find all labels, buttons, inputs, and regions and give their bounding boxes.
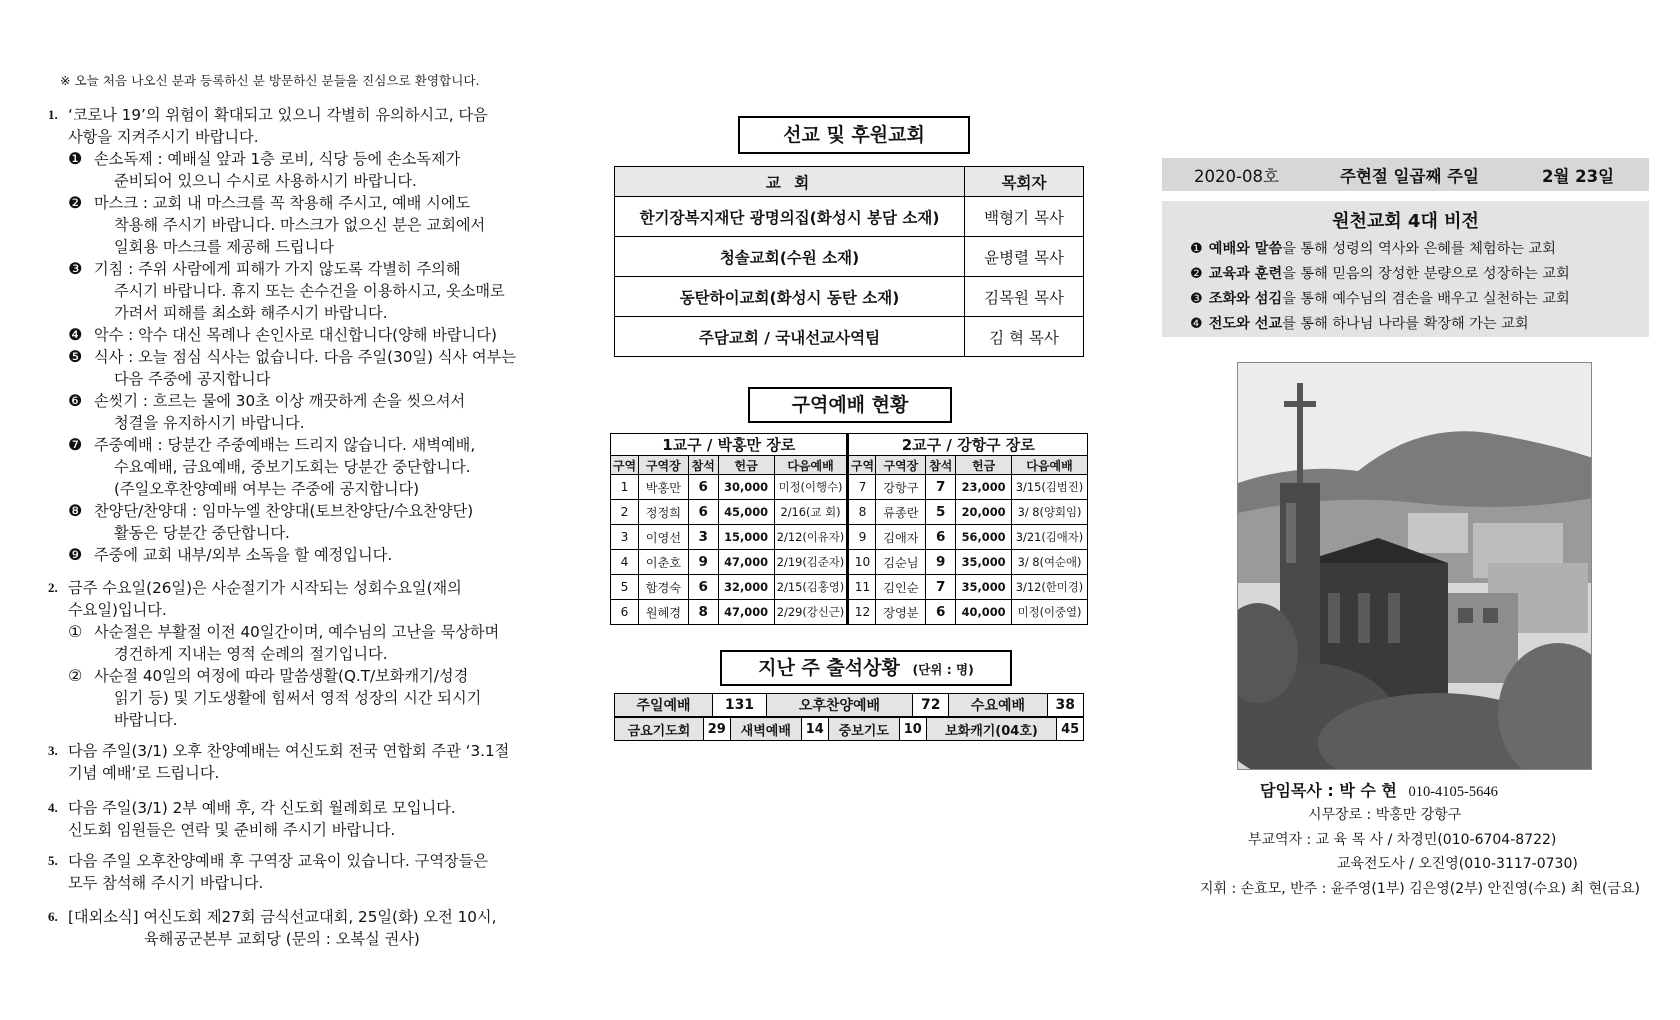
subitem-line: 활동은 당분간 중단합니다. — [114, 524, 290, 542]
subitem-text — [94, 665, 530, 731]
attendance-label: 금요기도회 — [615, 718, 704, 741]
district-cell: 미정(이중열) — [1012, 600, 1088, 625]
announcement-number: 2. — [48, 580, 58, 595]
vision-item — [1190, 312, 1649, 337]
district-cell: 56,000 — [956, 525, 1012, 550]
announcement-body — [68, 740, 530, 784]
vision-title: 원천교회 4대 비전 — [1332, 211, 1479, 232]
district-cell: 3/ 8(여순애) — [1012, 550, 1088, 575]
district-cell: 8 — [688, 600, 718, 625]
vision-text: 을 통해 성령의 역사와 은혜를 체험하는 교회 — [1282, 241, 1556, 257]
missions-header-church: 교 회 — [615, 167, 965, 197]
district-cell: 9 — [688, 550, 718, 575]
district-cell: 5 — [611, 575, 639, 600]
district-cell: 6 — [611, 600, 639, 625]
announcement-line: 모두 참석해 주시기 바랍니다. — [68, 874, 264, 892]
district-cell: 김순님 — [876, 550, 926, 575]
subitem-line: 마스크 : 교회 내 마스크를 꼭 착용해 주시고, 예배 시에도 — [94, 194, 471, 212]
district-cell: 12 — [848, 600, 876, 625]
church-photo — [1237, 362, 1592, 770]
attendance-label: 주일예배 — [615, 694, 713, 717]
district-header: 참석 — [688, 456, 718, 475]
announcement-line: 사항을 지켜주시기 바랍니다. — [68, 128, 259, 146]
subitem-line: 손씻기 : 흐르는 물에 30초 이상 깨끗하게 손을 씻으셔서 — [94, 392, 466, 410]
district-cell: 강항구 — [876, 475, 926, 500]
district-cell: 이춘호 — [638, 550, 688, 575]
subitem-marker: ❽ — [68, 501, 83, 520]
district-header: 다음예배 — [1012, 456, 1088, 475]
vision-item — [1190, 237, 1649, 262]
district-cell: 미정(이행수) — [774, 475, 848, 500]
district-cell: 9 — [848, 525, 876, 550]
district-cell: 2 — [611, 500, 639, 525]
mission-church: 한기장복지재단 광명의집(화성시 봉담 소재) — [615, 197, 965, 237]
subitem-marker: ❻ — [68, 391, 83, 410]
district-cell: 7 — [926, 475, 956, 500]
district-row — [611, 475, 1088, 500]
subitem-marker: ❺ — [68, 347, 83, 366]
district-cell: 9 — [926, 550, 956, 575]
attendance-value: 72 — [913, 694, 949, 717]
district-cell: 김애자 — [876, 525, 926, 550]
subitem-line: 일회용 마스크를 제공해 드립니다 — [114, 238, 334, 256]
district-cell: 3/21(김애자) — [1012, 525, 1088, 550]
district-header: 참석 — [926, 456, 956, 475]
mission-pastor: 김 혁 목사 — [965, 317, 1084, 357]
district-row — [611, 600, 1088, 625]
attendance-label: 중보기도 — [828, 718, 899, 741]
announcement-subitem — [68, 324, 530, 346]
subitem-text — [94, 324, 530, 346]
mission-church: 주담교회 / 국내선교사역팀 — [615, 317, 965, 357]
mission-row — [615, 317, 1084, 357]
senior-pastor-phone: 010-4105-5646 — [1408, 784, 1498, 800]
district-header: 다음예배 — [774, 456, 848, 475]
announcement-subitem — [68, 665, 530, 731]
attendance-label: 수요예배 — [949, 694, 1047, 717]
districts-title — [748, 387, 952, 423]
subitem-marker: ① — [68, 622, 83, 641]
subitem-text — [94, 500, 530, 544]
district-cell: 6 — [688, 575, 718, 600]
attendance-unit: (단위 : 명) — [912, 662, 974, 677]
subitem-text — [94, 544, 530, 566]
announcement-item — [48, 104, 530, 566]
attendance-table-2 — [614, 717, 1084, 741]
district-cell: 2/12(이유자) — [774, 525, 848, 550]
districts-title-text: 구역예배 현황 — [791, 394, 909, 416]
district-cell: 2/19(김준자) — [774, 550, 848, 575]
district-row — [611, 525, 1088, 550]
announcement-line: 다음 주일(3/1) 2부 예배 후, 각 신도회 월례회로 모입니다. — [68, 799, 456, 817]
missions-title-text: 선교 및 후원교회 — [783, 124, 925, 146]
district-group-1: 1교구 / 박홍만 장로 — [611, 434, 848, 456]
district-cell: 5 — [926, 500, 956, 525]
attendance-value: 14 — [801, 718, 828, 741]
senior-pastor: 담임목사 : 박 수 현 — [1260, 781, 1397, 800]
missions-header-pastor: 목회자 — [965, 167, 1084, 197]
district-cell: 40,000 — [956, 600, 1012, 625]
announcement-body — [68, 104, 530, 566]
district-cell: 정정희 — [638, 500, 688, 525]
district-cell: 장영분 — [876, 600, 926, 625]
district-header: 구역 — [848, 456, 876, 475]
vision-keyword: 전도와 선교 — [1208, 316, 1283, 332]
subitem-line: 식사 : 오늘 점심 식사는 없습니다. 다음 주일(30일) 식사 여부는 — [94, 348, 517, 366]
attendance-value: 29 — [703, 718, 730, 741]
announcement-subitem — [68, 346, 530, 390]
district-row — [611, 575, 1088, 600]
district-cell: 6 — [688, 475, 718, 500]
district-row — [611, 500, 1088, 525]
district-cell: 20,000 — [956, 500, 1012, 525]
subitem-line: 읽기 등) 및 기도생활에 힘써서 영적 성장의 시간 되시기 — [114, 689, 482, 707]
announcement-number: 1. — [48, 107, 58, 122]
district-cell: 1 — [611, 475, 639, 500]
announcement-item — [48, 740, 530, 784]
subitem-line: 바랍니다. — [114, 711, 178, 729]
district-cell: 류종란 — [876, 500, 926, 525]
vision-keyword: 조화와 섬김 — [1208, 291, 1283, 307]
subitem-marker: ❶ — [68, 149, 83, 168]
district-cell: 함경숙 — [638, 575, 688, 600]
district-cell: 6 — [926, 600, 956, 625]
vision-text: 을 통해 예수님의 겸손을 배우고 실천하는 교회 — [1282, 291, 1570, 307]
attendance-value: 38 — [1047, 694, 1084, 717]
attendance-value: 10 — [900, 718, 927, 741]
announcement-body — [68, 906, 530, 950]
announcement-subitem — [68, 500, 530, 544]
subitem-line: 찬양단/찬양대 : 임마누엘 찬양대(토브찬양단/수요찬양단) — [94, 502, 474, 520]
district-cell: 6 — [926, 525, 956, 550]
subitem-line: 주중예배 : 당분간 주중예배는 드리지 않습니다. 새벽예배, — [94, 436, 476, 454]
announcement-item — [48, 850, 530, 894]
announcement-item — [48, 797, 530, 841]
subitem-line: (주일오후찬양예배 여부는 주중에 공지합니다) — [114, 480, 420, 498]
vision-keyword: 교육과 훈련 — [1208, 266, 1283, 282]
district-cell: 3/15(김범진) — [1012, 475, 1088, 500]
district-cell: 7 — [848, 475, 876, 500]
subitem-text — [94, 434, 530, 500]
mission-row — [615, 277, 1084, 317]
district-cell: 10 — [848, 550, 876, 575]
announcement-subitem — [68, 192, 530, 258]
bulletin-header-bar — [1162, 158, 1649, 191]
district-cell: 23,000 — [956, 475, 1012, 500]
district-header: 헌금 — [956, 456, 1012, 475]
districts-table — [610, 433, 1088, 625]
district-header: 헌금 — [718, 456, 774, 475]
subitem-line: 손소독제 : 예배실 앞과 1층 로비, 식당 등에 손소독제가 — [94, 150, 461, 168]
vision-text: 을 통해 믿음의 장성한 분량으로 성장하는 교회 — [1282, 266, 1570, 282]
associate-pastor-2: 교육전도사 / 오진영(010-3117-0730) — [1337, 856, 1578, 872]
district-header: 구역장 — [876, 456, 926, 475]
mission-row — [615, 237, 1084, 277]
bulletin-week: 주현절 일곱째 주일 — [1340, 166, 1480, 186]
announcement-item — [48, 906, 530, 950]
district-cell: 7 — [926, 575, 956, 600]
subitem-line: 사순절 40일의 여정에 따라 말씀생활(Q.T/보화캐기/성경 — [94, 667, 469, 685]
subitem-marker: ❼ — [68, 435, 83, 454]
welcome-message: ※ 오늘 처음 나오신 분과 등록하신 분 방문하신 분들을 진심으로 환영합니다. — [60, 73, 480, 88]
vision-keyword: 예배와 말씀 — [1208, 241, 1283, 257]
subitem-line: 악수 : 악수 대신 목례나 손인사로 대신합니다(양해 바랍니다) — [94, 326, 497, 344]
district-cell: 32,000 — [718, 575, 774, 600]
vision-list — [1190, 237, 1649, 337]
music-staff: 지휘 : 손효모, 반주 : 윤주영(1부) 김은영(2부) 안진영(수요) 최 현(금요) — [1200, 881, 1641, 897]
district-cell: 김인순 — [876, 575, 926, 600]
subitem-line: 주시기 바랍니다. 휴지 또는 손수건을 이용하시고, 옷소매로 — [114, 282, 505, 300]
subitem-marker: ❸ — [68, 259, 83, 278]
announcement-line: 육해공군본부 교회당 (문의 : 오복실 권사) — [144, 930, 420, 948]
elders: 시무장로 : 박홍만 강항구 — [1308, 807, 1462, 823]
vision-marker: ❹ — [1190, 316, 1203, 332]
district-cell: 3/ 8(양회임) — [1012, 500, 1088, 525]
announcement-number: 4. — [48, 800, 58, 815]
district-cell: 35,000 — [956, 550, 1012, 575]
subitem-line: 사순절은 부활절 이전 40일간이며, 예수님의 고난을 묵상하며 — [94, 623, 500, 641]
district-cell: 8 — [848, 500, 876, 525]
announcement-line: 수요일)입니다. — [68, 601, 167, 619]
subitem-line: 주중에 교회 내부/외부 소독을 할 예정입니다. — [94, 546, 393, 564]
attendance-title — [720, 650, 1012, 686]
district-row — [611, 550, 1088, 575]
district-cell: 박홍만 — [638, 475, 688, 500]
subitem-text — [94, 621, 530, 665]
announcements-column — [48, 72, 530, 950]
attendance-title-text: 지난 주 출석상황 — [758, 657, 900, 679]
mission-pastor: 김목원 목사 — [965, 277, 1084, 317]
attendance-label: 새벽예배 — [730, 718, 801, 741]
announcement-body — [68, 850, 530, 894]
announcement-body — [68, 797, 530, 841]
subitem-text — [94, 148, 530, 192]
attendance-table — [614, 693, 1084, 717]
attendance-value: 131 — [713, 694, 767, 717]
district-cell: 3 — [688, 525, 718, 550]
vision-marker: ❶ — [1190, 241, 1203, 257]
district-cell: 2/16(교 회) — [774, 500, 848, 525]
subitem-marker: ❾ — [68, 545, 83, 564]
district-header: 구역 — [611, 456, 639, 475]
announcement-list — [48, 104, 530, 950]
mission-pastor: 백형기 목사 — [965, 197, 1084, 237]
announcement-line: 다음 주일 오후찬양예배 후 구역장 교육이 있습니다. 구역장들은 — [68, 852, 489, 870]
subitem-line: 가려서 피해를 최소화 해주시기 바랍니다. — [114, 304, 388, 322]
announcement-subitem — [68, 258, 530, 324]
district-header: 구역장 — [638, 456, 688, 475]
announcement-line: 기념 예배’로 드립니다. — [68, 764, 220, 782]
mission-church: 청솔교회(수원 소재) — [615, 237, 965, 277]
announcement-item — [48, 577, 530, 731]
announcement-line: 금주 수요일(26일)은 사순절기가 시작되는 성회수요일(재의 — [68, 579, 462, 597]
announcement-subitem — [68, 544, 530, 566]
district-cell: 15,000 — [718, 525, 774, 550]
bulletin-date: 2월 23일 — [1542, 166, 1615, 186]
district-cell: 이영선 — [638, 525, 688, 550]
district-cell: 11 — [848, 575, 876, 600]
subitem-text — [94, 346, 530, 390]
district-cell: 4 — [611, 550, 639, 575]
district-cell: 35,000 — [956, 575, 1012, 600]
subitem-text — [94, 258, 530, 324]
subitem-line: 준비되어 있으니 수시로 사용하시기 바랍니다. — [114, 172, 417, 190]
subitem-line: 착용해 주시기 바랍니다. 마스크가 없으신 분은 교회에서 — [114, 216, 486, 234]
district-cell: 47,000 — [718, 550, 774, 575]
announcement-subitem — [68, 148, 530, 192]
attendance-label: 보화캐기(04호) — [926, 718, 1057, 741]
announcement-subitem — [68, 390, 530, 434]
announcement-number: 5. — [48, 853, 58, 868]
district-cell: 30,000 — [718, 475, 774, 500]
subitem-marker: ② — [68, 666, 83, 685]
mission-row — [615, 197, 1084, 237]
associate-pastor-1: 부교역자 : 교 육 목 사 / 차경민(010-6704-8722) — [1248, 832, 1557, 848]
district-cell: 2/29(강신근) — [774, 600, 848, 625]
district-cell: 원혜경 — [638, 600, 688, 625]
district-cell: 6 — [688, 500, 718, 525]
vision-text: 를 통해 하나님 나라를 확장해 가는 교회 — [1282, 316, 1529, 332]
mission-church: 동탄하이교회(화성시 동탄 소재) — [615, 277, 965, 317]
district-cell: 45,000 — [718, 500, 774, 525]
subitem-line: 경건하게 지내는 영적 순례의 절기입니다. — [114, 645, 388, 663]
announcement-body — [68, 577, 530, 731]
district-group-2: 2교구 / 강항구 장로 — [848, 434, 1088, 456]
subitem-text — [94, 390, 530, 434]
attendance-value: 45 — [1057, 718, 1084, 741]
announcement-subitem — [68, 434, 530, 500]
announcement-line: 신도회 임원들은 연락 및 준비해 주시기 바랍니다. — [68, 821, 396, 839]
subitem-text — [94, 192, 530, 258]
announcement-line: ‘코로나 19’의 위험이 확대되고 있으니 각별히 유의하시고, 다음 — [68, 106, 488, 124]
vision-box — [1162, 201, 1649, 337]
announcement-line: 다음 주일(3/1) 오후 찬양예배는 여신도회 전국 연합회 주관 ‘3.1절 — [68, 742, 510, 760]
vision-item — [1190, 262, 1649, 287]
vision-marker: ❷ — [1190, 266, 1203, 282]
subitem-line: 청결을 유지하시기 바랍니다. — [114, 414, 305, 432]
district-cell: 3 — [611, 525, 639, 550]
subitem-marker: ❹ — [68, 325, 83, 344]
missions-title — [738, 116, 970, 154]
missions-table — [614, 166, 1084, 357]
bulletin-number: 2020-08호 — [1194, 166, 1279, 186]
announcement-number: 3. — [48, 743, 58, 758]
subitem-line: 수요예배, 금요예배, 중보기도회는 당분간 중단합니다. — [114, 458, 471, 476]
district-cell: 47,000 — [718, 600, 774, 625]
vision-item — [1190, 287, 1649, 312]
district-cell: 3/12(한미경) — [1012, 575, 1088, 600]
announcement-number: 6. — [48, 909, 58, 924]
subitem-line: 다음 주중에 공지합니다 — [114, 370, 271, 388]
mission-pastor: 윤병렬 목사 — [965, 237, 1084, 277]
subitem-line: 기침 : 주위 사람에게 피해가 가지 않도록 각별히 주의해 — [94, 260, 461, 278]
attendance-label: 오후찬양예배 — [766, 694, 912, 717]
subitem-marker: ❷ — [68, 193, 83, 212]
announcement-line: [대외소식] 여신도회 제27회 금식선교대회, 25일(화) 오전 10시, — [68, 908, 497, 926]
district-cell: 2/15(김홍영) — [774, 575, 848, 600]
vision-marker: ❸ — [1190, 291, 1203, 307]
announcement-subitem — [68, 621, 530, 665]
